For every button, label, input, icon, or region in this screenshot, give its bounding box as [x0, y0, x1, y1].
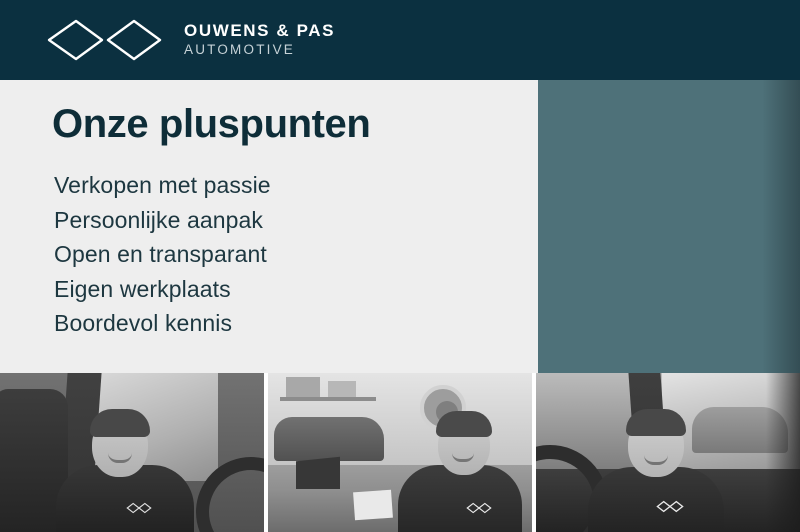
- photo-man-in-car-left: [0, 373, 264, 532]
- header-bar: [0, 0, 800, 80]
- list-item: Open en transparant: [54, 241, 267, 267]
- brand-wordmark: [184, 21, 335, 59]
- brand-tagline: AUTOMOTIVE: [184, 42, 296, 57]
- accent-panel: [538, 80, 800, 373]
- ouwens-pas-infinity-logo-icon: [466, 501, 492, 515]
- benefits-list: [54, 168, 271, 341]
- page-title: Onze pluspunten: [52, 102, 371, 146]
- content-area: [0, 80, 800, 373]
- content-panel: [0, 80, 538, 373]
- photo-strip: [0, 373, 800, 532]
- list-item: Verkopen met passie: [54, 172, 271, 198]
- ouwens-pas-infinity-logo-icon: [656, 499, 684, 514]
- ouwens-pas-infinity-logo-icon: [126, 501, 152, 515]
- brand-name: OUWENS & PAS: [184, 21, 336, 40]
- list-item: Eigen werkplaats: [54, 275, 231, 302]
- photo-man-in-car-right: [536, 373, 800, 532]
- list-item: Boordevol kennis: [54, 310, 233, 336]
- list-item: Persoonlijke aanpak: [54, 206, 264, 233]
- ouwens-pas-infinity-logo-icon[interactable]: [46, 15, 164, 65]
- photo-man-at-workshop-desk: [268, 373, 532, 532]
